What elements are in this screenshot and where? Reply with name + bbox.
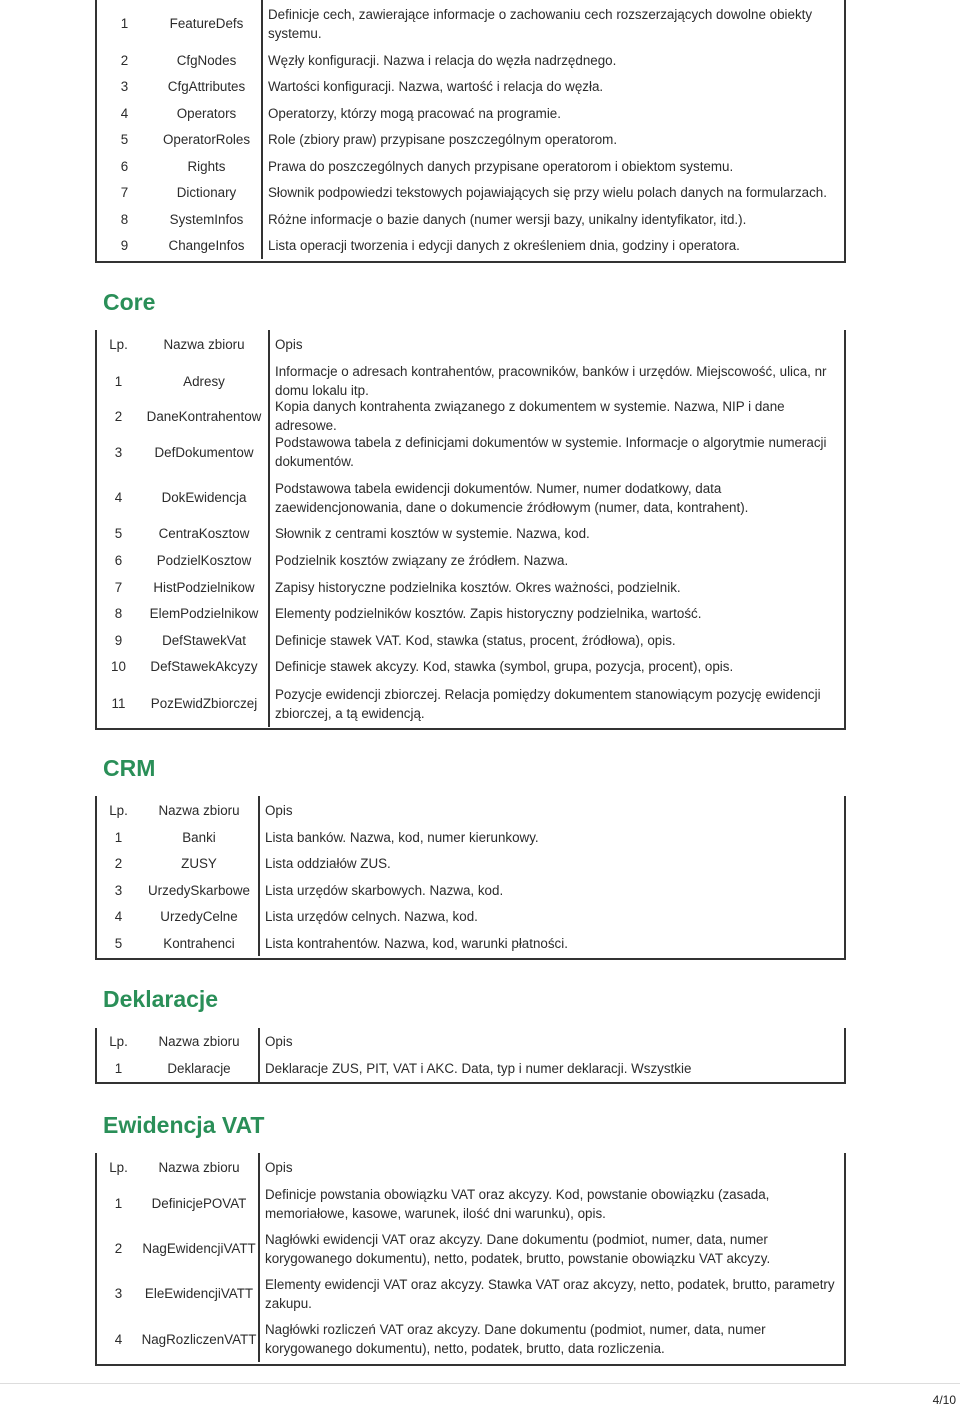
row-number: 2: [120, 52, 129, 68]
table-row: [97, 600, 844, 627]
dataset-name: Deklaracje: [140, 1055, 260, 1082]
row-number: 5: [120, 132, 129, 147]
page-number: 4/10: [932, 1393, 956, 1407]
table-row: [97, 680, 844, 727]
row-number: 7: [114, 579, 123, 595]
table-row: [97, 850, 844, 877]
row-number: 6: [120, 158, 129, 174]
dataset-description: Informacje o adresach kontrahentów, pracowników, banków i urzędów. Miejscowość, ulica, nr domu lokalu itp.: [275, 364, 827, 398]
dataset-description: Słownik podpowiedzi tekstowych pojawiających się przy wielu polach danych na formularzach.: [268, 185, 827, 200]
dataset-description: Kopia danych kontrahenta związanego z dokumentem w systemie. Nazwa, NIP i dane adresowe.: [275, 399, 785, 433]
table-row: [97, 206, 844, 232]
dataset-description: Prawa do poszczególnych danych przypisane operatorom i obiektom systemu.: [268, 158, 734, 174]
dataset-name: DaneKontrahentow: [140, 403, 270, 429]
row-number: 10: [111, 659, 126, 674]
dataset-name: PodzielKosztow: [140, 547, 270, 574]
row-number: 8: [120, 211, 129, 227]
row-number: 11: [111, 696, 126, 711]
dataset-name: DefinicjePOVAT: [140, 1181, 260, 1226]
dataset-name: ZUSY: [140, 850, 260, 877]
table-row: [97, 1226, 844, 1271]
dataset-name: Rights: [152, 153, 263, 179]
dataset-name: PozEwidZbiorczej: [140, 680, 270, 727]
row-number: 9: [114, 632, 123, 648]
crm-table: [95, 796, 846, 960]
dataset-description: Role (zbiory praw) przypisane poszczególnym operatorom.: [268, 132, 618, 147]
table-row: [97, 100, 844, 126]
dataset-description: Definicje stawek akcyzy. Kod, stawka (symbol, grupa, pozycja, procent), opis.: [275, 659, 734, 674]
dataset-name: DefDokumentow: [140, 429, 270, 475]
table-row: [97, 179, 844, 206]
header-name: Nazwa zbioru: [140, 1153, 260, 1181]
table-row: [97, 73, 844, 100]
row-number: 2: [114, 408, 123, 424]
table-row: [97, 1316, 844, 1362]
dataset-name: Operators: [152, 100, 263, 126]
section-title-ewidencja-vat: Ewidencja VAT: [103, 1112, 265, 1138]
table-header: [97, 796, 844, 824]
dataset-description: Różne informacje o bazie danych (numer wersji bazy, unikalny identyfikator, itd.).: [268, 211, 747, 227]
row-number: 2: [114, 856, 123, 871]
header-lp: Lp.: [109, 337, 128, 352]
dataset-name: NagEwidencjiVATT: [140, 1226, 260, 1271]
dataset-description: Definicje powstania obowiązku VAT oraz akcyzy. Kod, powstanie obowiązku (zasada, memoriałowe, kasowe, warunek, ilość dni warunku), opis.: [265, 1186, 770, 1221]
table-row: [97, 399, 844, 433]
dataset-name: Banki: [140, 824, 260, 850]
row-number: 5: [114, 935, 123, 951]
table-row: [97, 574, 844, 600]
dataset-description: Definicje stawek VAT. Kod, stawka (status, procent, źródłowa), opis.: [275, 632, 676, 648]
row-number: 6: [114, 553, 123, 568]
header-lp: Lp.: [109, 1159, 128, 1175]
table-row: [97, 520, 844, 547]
table-row: [97, 0, 844, 47]
dataset-description: Wartości konfiguracji. Nazwa, wartość i relacja do węzła.: [268, 79, 604, 94]
table-row: [97, 627, 844, 653]
row-number: 1: [114, 373, 123, 389]
footer-divider: [0, 1383, 960, 1384]
dataset-description: Podstawowa tabela z definicjami dokumentów w systemie. Informacje o algorytmie numeracji dokumentów.: [275, 435, 827, 469]
section-title-core: Core: [103, 289, 156, 315]
section-title-crm: CRM: [103, 755, 156, 781]
table-row: [97, 877, 844, 903]
table-row: [97, 126, 844, 153]
dataset-name: ChangeInfos: [152, 232, 263, 259]
dataset-name: Dictionary: [152, 179, 263, 206]
table-row: [97, 903, 844, 930]
dataset-description: Lista oddziałów ZUS.: [265, 856, 391, 871]
header-name: Nazwa zbioru: [140, 1028, 260, 1055]
table-header: [97, 330, 844, 359]
row-number: 4: [114, 1331, 123, 1347]
row-number: 5: [114, 526, 123, 541]
dataset-name: CentraKosztow: [140, 520, 270, 547]
dataset-name: SystemInfos: [152, 206, 263, 232]
row-number: 4: [120, 105, 129, 121]
row-number: 1: [114, 1196, 123, 1211]
table-row: [97, 1181, 844, 1226]
dataset-name: UrzedyCelne: [140, 903, 260, 930]
dataset-description: Słownik z centrami kosztów w systemie. Nazwa, kod.: [275, 526, 590, 541]
row-number: 3: [120, 79, 129, 94]
dataset-description: Lista kontrahentów. Nazwa, kod, warunki płatności.: [265, 935, 568, 951]
header-desc: Opis: [275, 337, 303, 352]
table-row: [97, 930, 844, 956]
dataset-description: Pozycje ewidencji zbiorczej. Relacja pomiędzy dokumentem stanowiącym pozycję ewidencji zbiorczej, a tą ewidencją.: [275, 686, 821, 721]
row-number: 3: [114, 1286, 123, 1301]
row-number: 3: [114, 882, 123, 898]
dataset-name: UrzedySkarbowe: [140, 877, 260, 903]
dataset-name: HistPodzielnikow: [140, 574, 270, 600]
dataset-name: DefStawekVat: [140, 627, 270, 653]
dataset-description: Deklaracje ZUS, PIT, VAT i AKC. Data, typ i numer deklaracji. Wszystkie: [265, 1061, 692, 1076]
table-row: [97, 153, 844, 179]
section-title-deklaracje: Deklaracje: [103, 986, 219, 1012]
row-number: 9: [120, 238, 129, 253]
dataset-name: DefStawekAkcyzy: [140, 653, 270, 680]
core-table: [95, 330, 846, 730]
dataset-name: FeatureDefs: [152, 0, 263, 47]
table-row: [97, 429, 844, 475]
dataset-description: Lista banków. Nazwa, kod, numer kierunkowy.: [265, 829, 539, 845]
row-number: 4: [114, 909, 123, 924]
header-desc: Opis: [265, 1159, 293, 1175]
dataset-description: Operatorzy, którzy mogą pracować na programie.: [268, 105, 561, 121]
dataset-description: Nagłówki ewidencji VAT oraz akcyzy. Dane dokumentu (podmiot, numer, data, numer korygowanego dokumentu), netto, podatek, brutto, powstanie obowiązku VAT akcyzy.: [265, 1231, 771, 1266]
dataset-name: EleEwidencjiVATT: [140, 1271, 260, 1316]
dataset-description: Nagłówki rozliczeń VAT oraz akcyzy. Dane dokumentu (podmiot, numer, data, numer korygowanego dokumentu), netto, podatek, brutto, data rozliczenia.: [265, 1322, 766, 1356]
dataset-name: Adresy: [140, 359, 270, 403]
dataset-description: Zapisy historyczne podzielnika kosztów. Okres ważności, podzielnik.: [275, 579, 681, 595]
header-lp: Lp.: [109, 802, 128, 818]
dataset-name: NagRozliczenVATT: [140, 1316, 260, 1362]
row-number: 7: [120, 185, 129, 200]
header-lp: Lp.: [109, 1034, 128, 1049]
header-desc: Opis: [265, 802, 293, 818]
dataset-description: Węzły konfiguracji. Nazwa i relacja do węzła nadrzędnego.: [268, 52, 617, 68]
system-table: [95, 0, 846, 263]
dataset-description: Definicje cech, zawierające informacje o zachowaniu cech rozszerzających dowolne obiekty systemu.: [268, 6, 813, 41]
dataset-description: Podzielnik kosztów związany ze źródłem. Nazwa.: [275, 553, 569, 568]
dataset-description: Lista operacji tworzenia i edycji danych z określeniem dnia, godziny i operatora.: [268, 238, 740, 253]
table-row: [97, 1271, 844, 1316]
table-row: [97, 475, 844, 520]
dataset-name: ElemPodzielnikow: [140, 600, 270, 627]
dataset-name: OperatorRoles: [152, 126, 263, 153]
row-number: 1: [120, 16, 129, 31]
row-number: 1: [114, 829, 123, 845]
table-row: [97, 47, 844, 73]
table-row: [97, 824, 844, 850]
table-row: [97, 653, 844, 680]
ewidencja-vat-table: [95, 1153, 846, 1366]
row-number: 1: [114, 1061, 123, 1076]
dataset-name: Kontrahenci: [140, 930, 260, 956]
table-row: [97, 547, 844, 574]
row-number: 2: [114, 1241, 123, 1256]
row-number: 3: [114, 444, 123, 460]
header-name: Nazwa zbioru: [140, 796, 260, 824]
header-name: Nazwa zbioru: [140, 330, 270, 359]
dataset-description: Elementy podzielników kosztów. Zapis historyczny podzielnika, wartość.: [275, 606, 702, 621]
row-number: 4: [114, 490, 123, 505]
table-row: [97, 1055, 844, 1082]
table-row: [97, 232, 844, 259]
dataset-name: DokEwidencja: [140, 475, 270, 520]
dataset-name: CfgNodes: [152, 47, 263, 73]
deklaracje-table: [95, 1028, 846, 1084]
header-desc: Opis: [265, 1034, 293, 1049]
row-number: 8: [114, 606, 123, 621]
dataset-description: Lista urzędów skarbowych. Nazwa, kod.: [265, 882, 504, 898]
dataset-description: Lista urzędów celnych. Nazwa, kod.: [265, 909, 478, 924]
table-header: [97, 1153, 844, 1181]
dataset-description: Podstawowa tabela ewidencji dokumentów. Numer, numer dodatkowy, data zaewidencjonowania, dane o dokumencie źródłowym (numer, data, kontrahent).: [275, 480, 749, 515]
table-header: [97, 1028, 844, 1055]
dataset-name: CfgAttributes: [152, 73, 263, 100]
dataset-description: Elementy ewidencji VAT oraz akcyzy. Stawka VAT oraz akcyzy, netto, podatek, brutto, parametry zakupu.: [265, 1276, 835, 1311]
